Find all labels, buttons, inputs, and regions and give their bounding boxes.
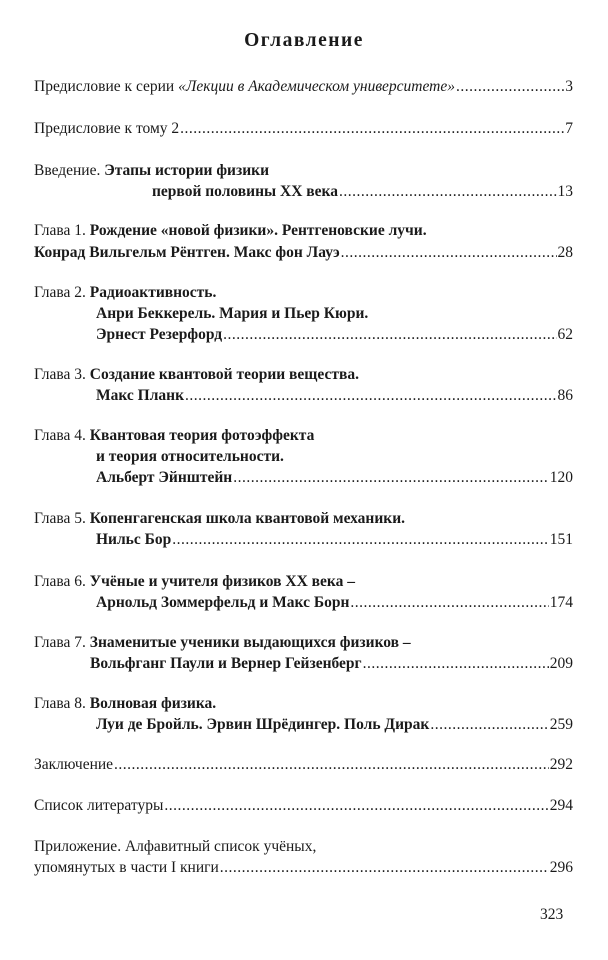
entry-title: Этапы истории физики [104, 162, 270, 179]
entry-title: Альберт Эйнштейн [96, 469, 233, 486]
page-ref: 62 [557, 326, 573, 343]
entry-title: и теория относительности. [96, 448, 284, 465]
toc-entry-chapter-2-line2[interactable] [96, 303, 573, 325]
toc-entry-chapter-5-line2[interactable] [96, 529, 573, 551]
toc-entry-appendix-line1[interactable] [34, 836, 573, 858]
page-title: Оглавление [244, 30, 364, 51]
entry-title: Радиоактивность. [89, 284, 217, 301]
leader-dots [430, 714, 548, 736]
entry-italic-text: «Лекции в Академическом университете» [178, 78, 455, 95]
entry-text: Список литературы [34, 797, 164, 814]
toc-entry-chapter-1-line1[interactable] [34, 220, 573, 242]
entry-title: Луи де Бройль. Эрвин Шрёдингер. Поль Дирак [96, 716, 430, 733]
page-ref: 7 [565, 120, 573, 137]
toc-entry-chapter-4-line3[interactable] [96, 467, 573, 489]
leader-dots [363, 653, 549, 675]
toc-entry-chapter-2-line1[interactable] [34, 282, 573, 304]
entry-label: Глава 8. [34, 695, 86, 712]
leader-dots [172, 529, 548, 551]
leader-dots [180, 118, 564, 140]
toc-entry-series-preface[interactable] [34, 76, 573, 98]
leader-dots [233, 467, 549, 489]
entry-label: Глава 3. [34, 366, 86, 383]
page-ref: 259 [549, 716, 573, 733]
toc-entry-chapter-3-line2[interactable] [96, 385, 573, 407]
entry-label: Глава 1. [34, 222, 86, 239]
entry-title: Макс Планк [96, 387, 185, 404]
entry-title: Рождение «новой физики». Рентгеновские лучи. [89, 222, 427, 239]
toc-entry-chapter-2-line3[interactable] [96, 324, 573, 346]
entry-label: Глава 5. [34, 510, 86, 527]
entry-label: Глава 6. [34, 573, 86, 590]
toc-entry-chapter-8-line1[interactable] [34, 693, 573, 715]
entry-title: Создание квантовой теории вещества. [89, 366, 359, 383]
page-ref: 209 [549, 655, 573, 672]
leader-dots [456, 76, 564, 98]
entry-text: Предисловие к тому 2 [34, 120, 180, 137]
page-ref: 13 [557, 183, 573, 200]
entry-title: Нильс Бор [96, 531, 172, 548]
toc-entry-chapter-7-line2[interactable] [90, 653, 573, 675]
leader-dots [223, 324, 556, 346]
leader-dots [114, 754, 549, 776]
page-ref: 151 [549, 531, 573, 548]
entry-text: Предисловие к серии [34, 78, 175, 95]
page-ref: 294 [549, 797, 573, 814]
page-ref: 86 [557, 387, 573, 404]
entry-label: Глава 2. [34, 284, 86, 301]
page-number: 323 [540, 906, 564, 923]
leader-dots [341, 242, 557, 264]
entry-text: упомянутых в части I книги [34, 859, 219, 876]
toc-entry-literature[interactable] [34, 795, 573, 817]
entry-title: первой половины XX века [152, 183, 338, 200]
entry-title: Конрад Вильгельм Рёнтген. Макс фон Лауэ [34, 244, 340, 261]
entry-title: Копенгагенская школа квантовой механики. [89, 510, 406, 527]
leader-dots [185, 385, 556, 407]
entry-title: Квантовая теория фотоэффекта [89, 427, 315, 444]
page-ref: 120 [549, 469, 573, 486]
page-ref: 3 [565, 78, 573, 95]
toc-entry-intro-line2[interactable] [152, 181, 573, 203]
toc-entry-chapter-7-line1[interactable] [34, 632, 573, 654]
entry-label: Глава 4. [34, 427, 86, 444]
page-ref: 28 [557, 244, 573, 261]
toc-entry-intro-line1[interactable] [34, 160, 573, 182]
toc-entry-chapter-6-line1[interactable] [34, 571, 573, 593]
entry-label: Глава 7. [34, 634, 86, 651]
toc-entry-chapter-8-line2[interactable] [96, 714, 573, 736]
leader-dots [220, 857, 549, 879]
page-ref: 296 [549, 859, 573, 876]
entry-text: Приложение. Алфавитный список учёных, [34, 838, 317, 855]
entry-title: Эрнест Резерфорд [96, 326, 223, 343]
page-ref: 292 [549, 756, 573, 773]
toc-entry-chapter-1-line2[interactable] [34, 242, 573, 264]
entry-title: Арнольд Зоммерфельд и Макс Борн [96, 594, 350, 611]
entry-title: Анри Беккерель. Мария и Пьер Кюри. [96, 305, 369, 322]
toc-entry-conclusion[interactable] [34, 754, 573, 776]
toc-entry-chapter-6-line2[interactable] [96, 592, 573, 614]
leader-dots [164, 795, 548, 817]
leader-dots [350, 592, 548, 614]
entry-title: Волновая физика. [89, 695, 217, 712]
entry-label: Введение. [34, 162, 101, 179]
toc-entry-chapter-4-line2[interactable] [96, 446, 573, 468]
toc-entry-chapter-4-line1[interactable] [34, 425, 573, 447]
toc-entry-chapter-5-line1[interactable] [34, 508, 573, 530]
entry-title: Знаменитые ученики выдающихся физиков – [89, 634, 411, 651]
entry-title: Вольфганг Паули и Вернер Гейзенберг [90, 655, 362, 672]
toc-entry-appendix-line2[interactable] [34, 857, 573, 879]
page-ref: 174 [549, 594, 573, 611]
entry-title: Учёные и учителя физиков XX века – [89, 573, 355, 590]
entry-text: Заключение [34, 756, 114, 773]
toc-entry-volume-preface[interactable] [34, 118, 573, 140]
toc-entry-chapter-3-line1[interactable] [34, 364, 573, 386]
leader-dots [339, 181, 557, 203]
